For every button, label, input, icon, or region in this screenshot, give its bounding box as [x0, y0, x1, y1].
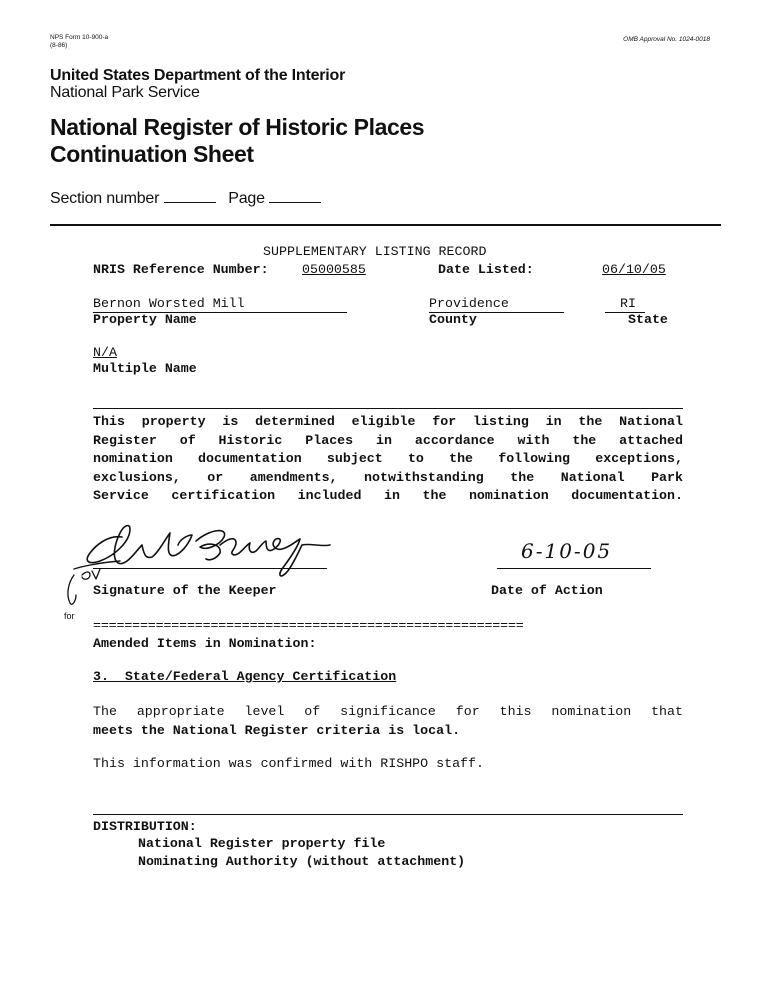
- distribution-label: DISTRIBUTION:: [93, 819, 197, 834]
- significance-line: meets the National Register criteria is local.: [93, 722, 461, 738]
- page-number-blank: [269, 202, 321, 203]
- title-line-2: Continuation Sheet: [50, 141, 254, 167]
- property-name-value: Bernon Worsted Mill: [93, 296, 245, 311]
- multiple-name-label: Multiple Name: [93, 361, 197, 376]
- date-of-action-line: [497, 568, 651, 569]
- form-date: (8-86): [50, 42, 68, 49]
- omb-approval: OMB Approval No. 1024-0018: [623, 36, 710, 43]
- distribution-item: Nominating Authority (without attachment): [138, 854, 466, 869]
- amended-items-heading: Amended Items in Nomination:: [93, 636, 317, 651]
- multiple-name-value: N/A: [93, 345, 117, 360]
- date-of-action-label: Date of Action: [491, 583, 603, 598]
- significance-line: The appropriate level of significance for this nomination that: [93, 704, 683, 719]
- eligibility-line: nomination documentation subject to the following exceptions,: [93, 451, 683, 466]
- significance-paragraph: [93, 703, 683, 740]
- section-page-line: [50, 190, 321, 208]
- eligibility-line: This property is determined eligible for listing in the National: [93, 414, 683, 429]
- date-listed-label: Date Listed:: [438, 262, 534, 277]
- eligibility-line: Register of Historic Places in accordance with the attached: [93, 432, 683, 448]
- section-number-label: Section number: [50, 190, 160, 207]
- keeper-signature: [60, 515, 350, 625]
- distribution-item: National Register property file: [138, 836, 386, 851]
- action-date-handwritten: 6-10-05: [521, 539, 613, 563]
- signature-for-text: for: [64, 611, 75, 621]
- form-number: NPS Form 10-900-a: [50, 34, 109, 41]
- department-name: United States Department of the Interior: [50, 67, 346, 84]
- page-title: [50, 114, 424, 168]
- property-name-label: Property Name: [93, 312, 197, 327]
- section-number-blank: [164, 202, 216, 203]
- ref-number-label: NRIS Reference Number:: [93, 262, 269, 277]
- state-value: RI: [620, 296, 636, 311]
- eligibility-paragraph: [93, 413, 683, 506]
- distribution-top-rule: [93, 814, 683, 815]
- state-label: State: [628, 312, 668, 327]
- page-label: Page: [228, 190, 265, 207]
- county-label: County: [429, 312, 477, 327]
- keeper-signature-label: Signature of the Keeper: [93, 583, 277, 598]
- eligibility-top-rule: [93, 408, 683, 409]
- header-divider: [50, 224, 721, 226]
- title-line-1: National Register of Historic Places: [50, 114, 425, 140]
- form-number-block: [50, 34, 108, 50]
- separator-line: =======================================================: [93, 618, 524, 633]
- signature-line: [93, 568, 327, 569]
- certification-heading: 3. State/Federal Agency Certification: [93, 669, 397, 684]
- agency-name: National Park Service: [50, 84, 200, 101]
- ref-number-value: 05000585: [302, 262, 366, 277]
- date-listed-value: 06/10/05: [602, 262, 666, 277]
- eligibility-line: Service certification included in the nomination documentation.: [93, 488, 683, 503]
- record-heading: SUPPLEMENTARY LISTING RECORD: [263, 244, 487, 259]
- county-value: Providence: [429, 296, 509, 311]
- eligibility-line: exclusions, or amendments, notwithstanding the National Park: [93, 469, 683, 485]
- confirmation-text: This information was confirmed with RISHPO staff.: [93, 756, 484, 771]
